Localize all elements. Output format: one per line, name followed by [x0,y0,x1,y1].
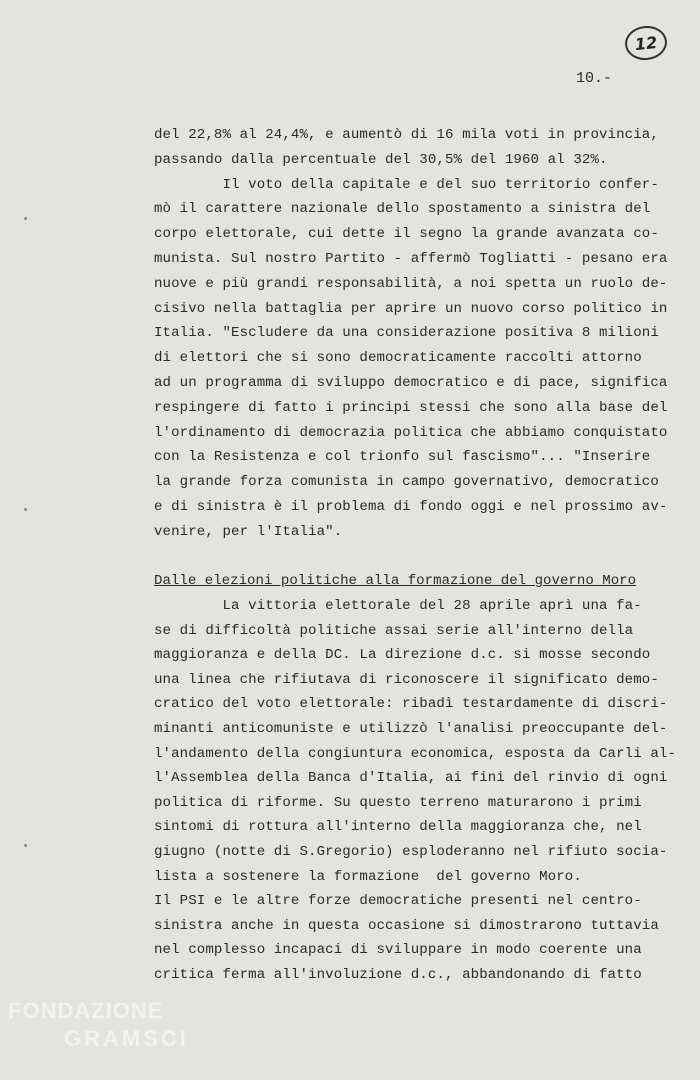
watermark-line-1: FONDAZIONE [8,998,164,1023]
text-line: minanti anticomuniste e utilizzò l'analisi preoccupante del- [154,721,668,737]
text-line: l'andamento della congiuntura economica, esposta da Carli al- [154,745,677,762]
text-line: critica ferma all'involuzione d.c., abbandonando di fatto [154,967,642,983]
text-line: la grande forza comunista in campo governativo, democratico [154,474,659,491]
watermark-line-2: GRAMSCI [64,1026,189,1051]
page-number: 10.- [576,70,613,87]
text-line: respingere di fatto i principi stessi che sono alla base del [154,399,668,416]
text-line: lista a sostenere la formazione del governo Moro. [154,868,582,885]
text-line: ad un programma di sviluppo democratico e di pace, significa [154,375,668,391]
text-line: Il voto della capitale e del suo territorio confer- [154,176,659,193]
text-line: l'ordinamento di democrazia politica che abbiamo conquistato [154,424,668,441]
text-line: cisivo nella battaglia per aprire un nuovo corso politico in [154,300,668,317]
margin-mark [24,844,27,847]
section-heading: Dalle elezioni politiche alla formazione del governo Moro [154,573,637,589]
text-line: e di sinistra è il problema di fondo oggi e nel prossimo av- [154,499,668,515]
archive-page-stamp: 12 [623,24,668,62]
text-line: passando dalla percentuale del 30,5% del 1960 al 32%. [154,151,608,168]
text-line: La vittoria elettorale del 28 aprile aprì una fa- [154,598,642,614]
text-line: con la Resistenza e col trionfo sul fascismo"... "Inserire [154,449,651,466]
text-line: Il PSI e le altre forze democratiche presenti nel centro- [154,893,642,910]
margin-mark [24,508,27,511]
text-line: di elettori che si sono democraticamente raccolti attorno [154,350,642,367]
text-line: giugno (notte di S.Gregorio) esploderanno nel rifiuto socia- [154,844,668,860]
text-line: venire, per l'Italia". [154,523,343,540]
text-line: munista. Sul nostro Partito - affermò Togliatti - pesano era [154,251,668,267]
text-line: politica di riforme. Su questo terreno maturarono i primi [154,794,642,811]
text-line: mò il carattere nazionale dello spostamento a sinistra del [154,201,651,218]
text-line: corpo elettorale, cui dette il segno la grande avanzata co- [154,226,659,243]
text-line: l'Assemblea della Banca d'Italia, ai fini del rinvio di ogni [154,770,668,787]
text-line: cratico del voto elettorale: ribadì testardamente di discri- [154,696,668,713]
text-line: Italia. "Escludere da una considerazione positiva 8 milioni [154,325,659,342]
text-line: una linea che rifiutava di riconoscere il significato demo- [154,671,659,688]
text-line: del 22,8% al 24,4%, e aumentò di 16 mila voti in provincia, [154,127,659,143]
text-line: se di difficoltà politiche assai serie all'interno della [154,622,634,639]
text-line: maggioranza e della DC. La direzione d.c. si mosse secondo [154,647,651,664]
text-line: sintomi di rottura all'interno della maggioranza che, nel [154,819,642,836]
text-line: nuove e più grandi responsabilità, a noi spetta un ruolo de- [154,275,668,292]
watermark [8,1000,189,1050]
text-line: sinistra anche in questa occasione si dimostrarono tuttavia [154,917,659,934]
margin-mark [24,217,27,220]
text-line: nel complesso incapaci di sviluppare in modo coerente una [154,942,642,959]
